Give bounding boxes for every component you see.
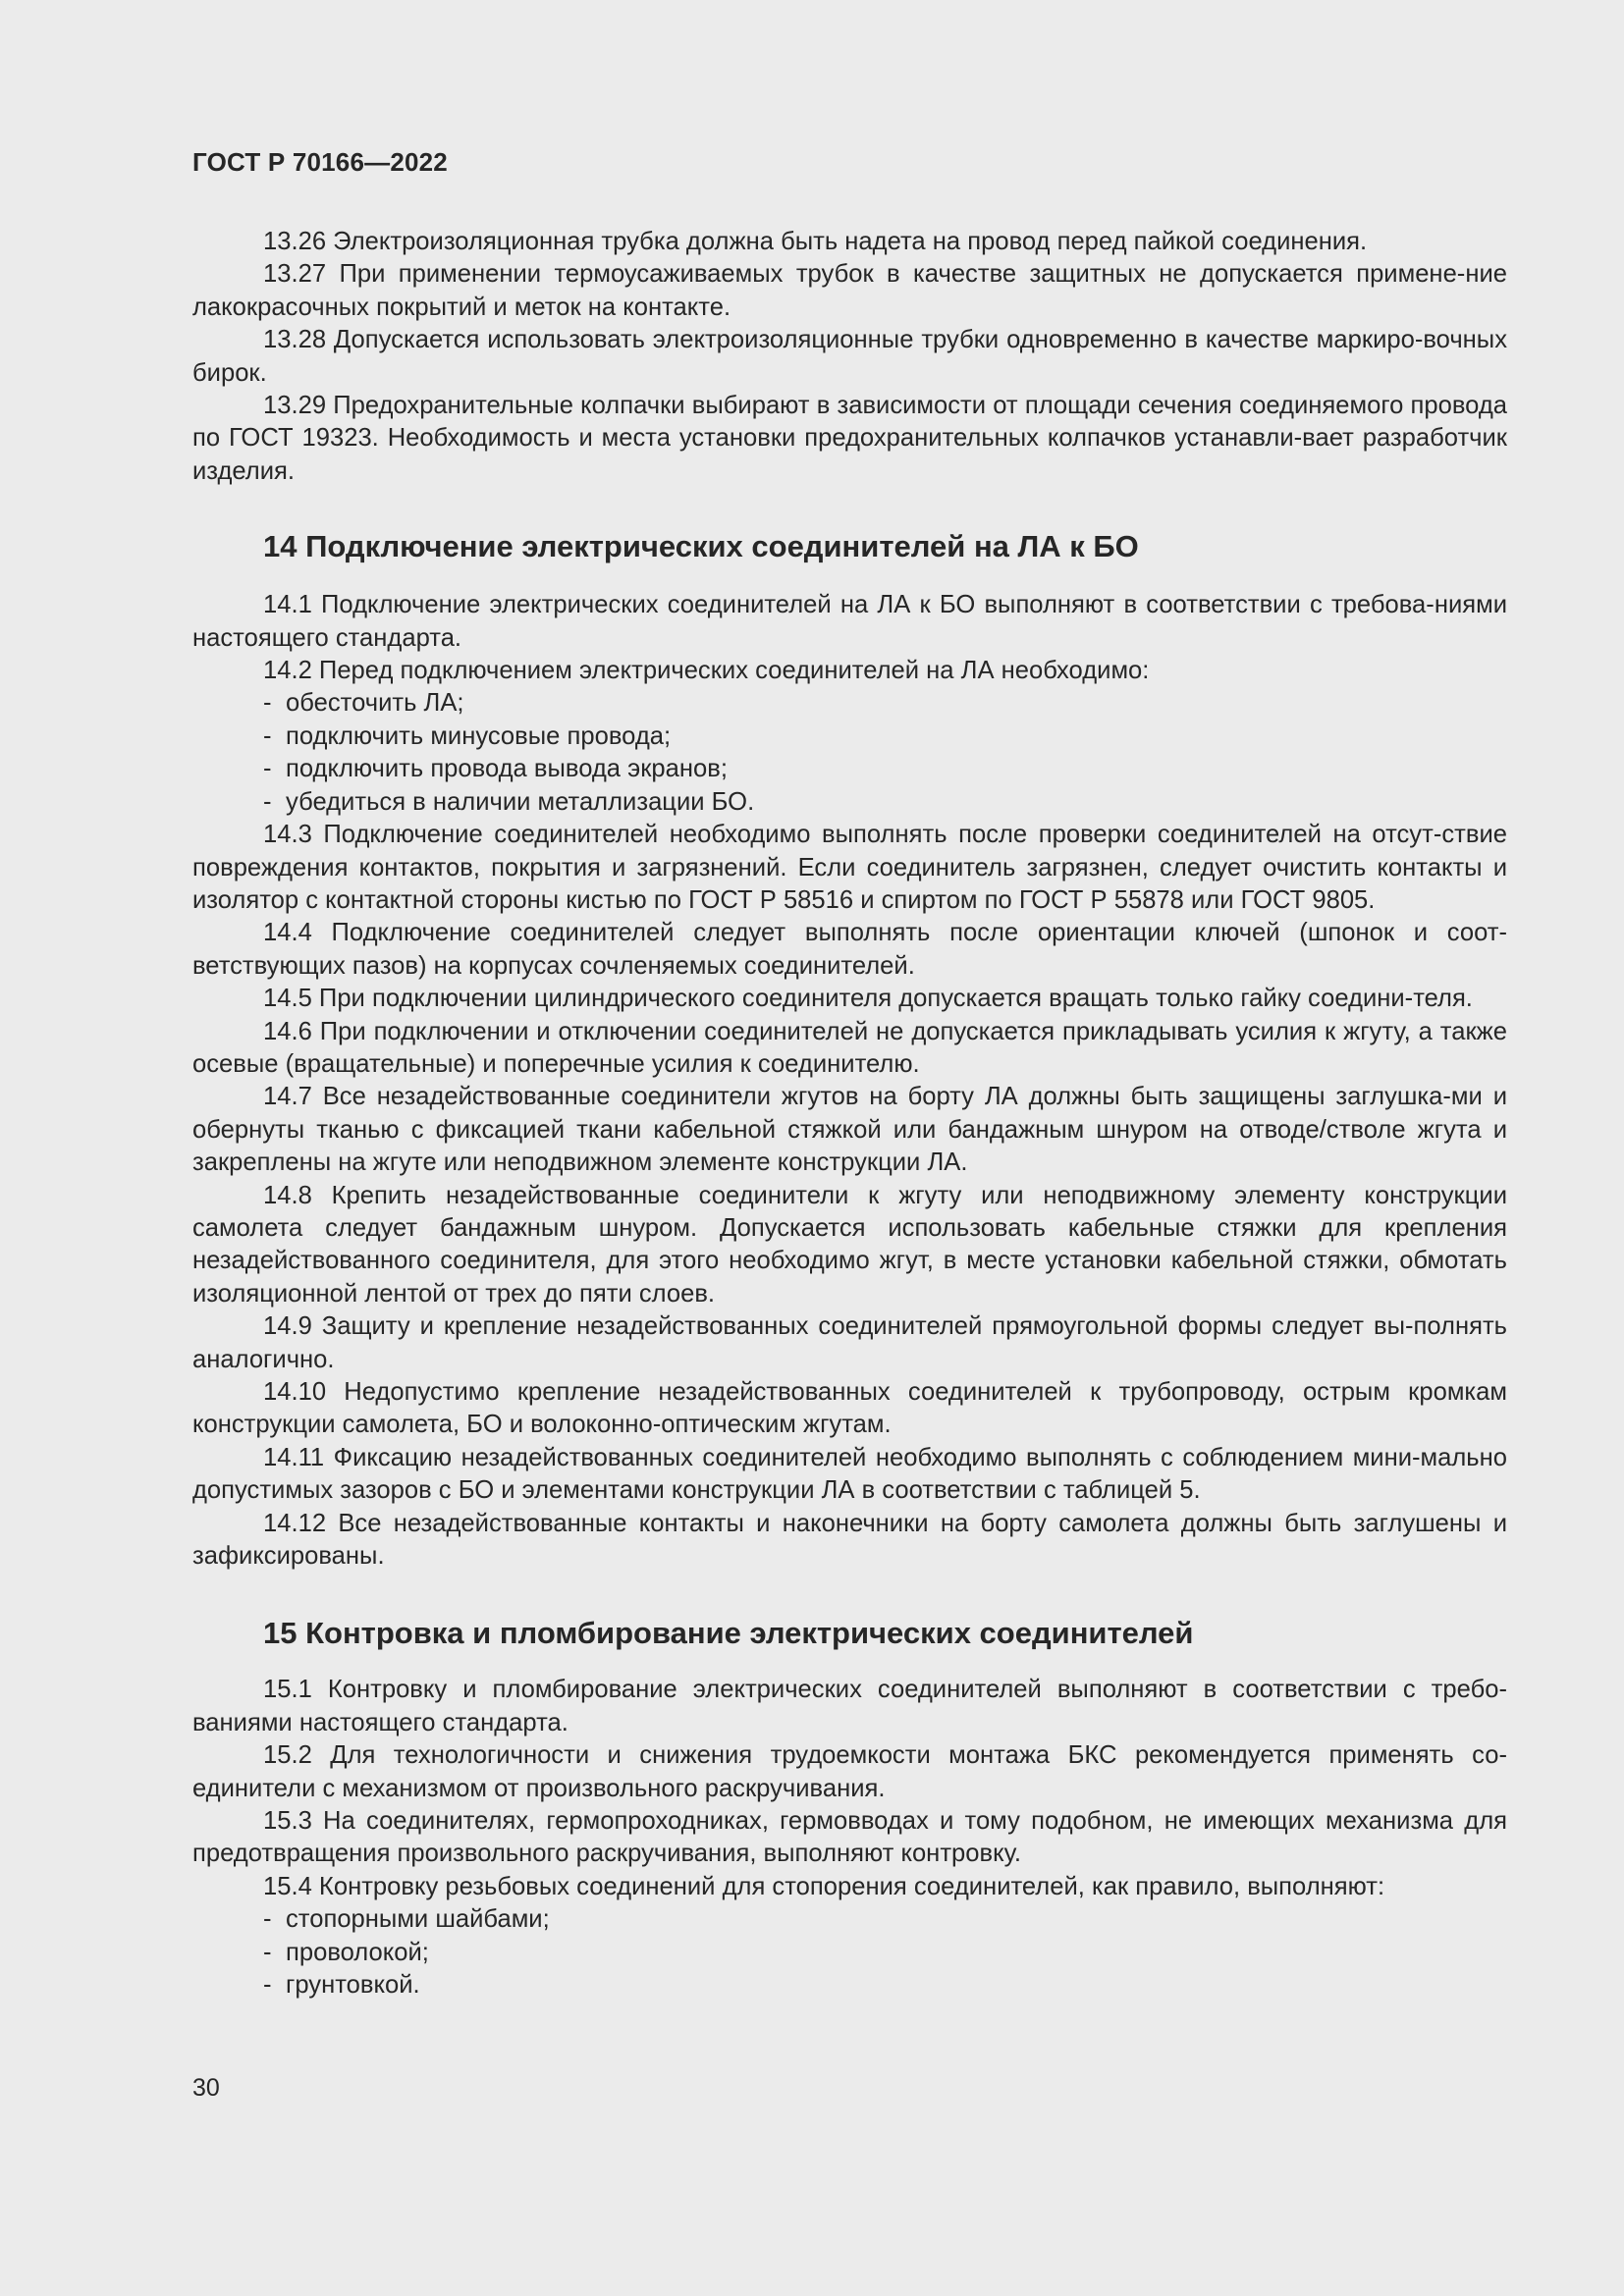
list-item-text: убедиться в наличии металлизации БО. bbox=[286, 787, 755, 816]
paragraph-13-26: 13.26 Электроизоляционная трубка должна быть надета на провод перед пайкой соединения. bbox=[263, 228, 1368, 255]
paragraph-14-4: 14.4 Подключение соединителей следует выполнять после ориентации ключей (шпонок и соот-ветствующих пазов) на корпусах сочленяемых соединителей. bbox=[192, 919, 1507, 980]
document-body bbox=[192, 226, 1507, 2002]
list-item bbox=[192, 786, 1507, 819]
section-14-heading: 14 Подключение электрических соединителей на ЛА к БО bbox=[263, 529, 1139, 564]
list-marker: - bbox=[263, 755, 272, 783]
list-marker: - bbox=[263, 787, 272, 816]
list-item-text: стопорными шайбами; bbox=[286, 1905, 550, 1934]
list-marker: - bbox=[263, 1971, 272, 2000]
list-marker: - bbox=[263, 1938, 272, 1966]
list-item-text: подключить провода вывода экранов; bbox=[286, 755, 728, 783]
paragraph-15-2: 15.2 Для технологичности и снижения трудоемкости монтажа БКС рекомендуется применять со-единители с механизмом от произвольного раскручивания. bbox=[192, 1741, 1507, 1802]
paragraph-13-28: 13.28 Допускается использовать электроизоляционные трубки одновременно в качестве маркиро-вочных бирок. bbox=[192, 326, 1507, 387]
paragraph-14-5: 14.5 При подключении цилиндрического соединителя допускается вращать только гайку соедини-теля. bbox=[263, 985, 1473, 1013]
list-item bbox=[192, 1937, 1507, 1969]
paragraph-14-3: 14.3 Подключение соединителей необходимо выполнять после проверки соединителей на отсут-ствие повреждения контактов, покрытия и загрязнений. Если соединитель загрязнен, следует очистить контакты и изолятор с контактной стороны кистью по ГОСТ Р 58516 и спиртом по ГОСТ Р 55878 или ГОСТ 9805. bbox=[192, 821, 1507, 914]
list-marker: - bbox=[263, 1905, 272, 1934]
paragraph-14-8: 14.8 Крепить незадействованные соединители к жгуту или неподвижному элементу конструкции самолета следует бандажным шнуром. Допускается использовать кабельные стяжки для крепления незадействованного соединителя, для этого необходимо жгут, в месте установки кабельной стяжки, обмотать изоляционной лентой от трех до пяти слоев. bbox=[192, 1181, 1507, 1308]
paragraph-13-27: 13.27 При применении термоусаживаемых трубок в качестве защитных не допускается примене-ние лакокрасочных покрытий и меток на контакте. bbox=[192, 260, 1507, 321]
standard-code-header: ГОСТ Р 70166—2022 bbox=[192, 147, 448, 177]
list-item bbox=[192, 1969, 1507, 2002]
section-15-heading: 15 Контровка и пломбирование электрических соединителей bbox=[263, 1616, 1194, 1651]
list-item bbox=[192, 721, 1507, 753]
list-marker: - bbox=[263, 689, 272, 718]
paragraph-14-7: 14.7 Все незадействованные соединители жгутов на борту ЛА должны быть защищены заглушка-ми и обернуты тканью с фиксацией ткани кабельной стяжкой или бандажным шнуром на отводе/стволе жгута и закреплены на жгуте или неподвижном элементе конструкции ЛА. bbox=[192, 1083, 1507, 1177]
paragraph-14-9: 14.9 Защиту и крепление незадействованных соединителей прямоугольной формы следует вы-полнять аналогично. bbox=[192, 1312, 1507, 1373]
paragraph-14-6: 14.6 При подключении и отключении соединителей не допускается прикладывать усилия к жгуту, а также осевые (вращательные) и поперечные усилия к соединителю. bbox=[192, 1017, 1507, 1078]
paragraph-15-1: 15.1 Контровку и пломбирование электрических соединителей выполняют в соответствии с требо-ваниями настоящего стандарта. bbox=[192, 1676, 1507, 1736]
list-item bbox=[192, 1903, 1507, 1936]
paragraph-14-12: 14.12 Все незадействованные контакты и наконечники на борту самолета должны быть заглушены и зафиксированы. bbox=[192, 1509, 1507, 1571]
paragraph-14-11: 14.11 Фиксацию незадействованных соединителей необходимо выполнять с соблюдением мини-мально допустимых зазоров с БО и элементами конструкции ЛА в соответствии с таблицей 5. bbox=[192, 1443, 1507, 1505]
page-number: 30 bbox=[192, 2074, 220, 2102]
list-marker: - bbox=[263, 721, 272, 750]
list-item-text: обесточить ЛА; bbox=[286, 689, 464, 718]
paragraph-14-1: 14.1 Подключение электрических соединителей на ЛА к БО выполняют в соответствии с требова-ниями настоящего стандарта. bbox=[192, 591, 1507, 652]
list-item-text: подключить минусовые провода; bbox=[286, 721, 672, 750]
paragraph-15-3: 15.3 На соединителях, гермопроходниках, гермовводах и тому подобном, не имеющих механизма для предотвращения произвольного раскручивания, выполняют контровку. bbox=[192, 1807, 1507, 1868]
paragraph-14-2: 14.2 Перед подключением электрических соединителей на ЛА необходимо: bbox=[263, 657, 1150, 685]
list-item bbox=[192, 753, 1507, 785]
paragraph-14-10: 14.10 Недопустимо крепление незадействованных соединителей к трубопроводу, острым кромкам конструкции самолета, БО и волоконно-оптическим жгутам. bbox=[192, 1378, 1507, 1439]
paragraph-13-29: 13.29 Предохранительные колпачки выбирают в зависимости от площади сечения соединяемого провода по ГОСТ 19323. Необходимость и места установки предохранительных колпачков устанавли-вает разработчик изделия. bbox=[192, 392, 1507, 485]
list-item-text: грунтовкой. bbox=[286, 1971, 420, 2000]
paragraph-15-4: 15.4 Контровку резьбовых соединений для стопорения соединителей, как правило, выполняют: bbox=[263, 1872, 1385, 1900]
list-item-text: проволокой; bbox=[286, 1938, 429, 1966]
list-item bbox=[192, 687, 1507, 720]
